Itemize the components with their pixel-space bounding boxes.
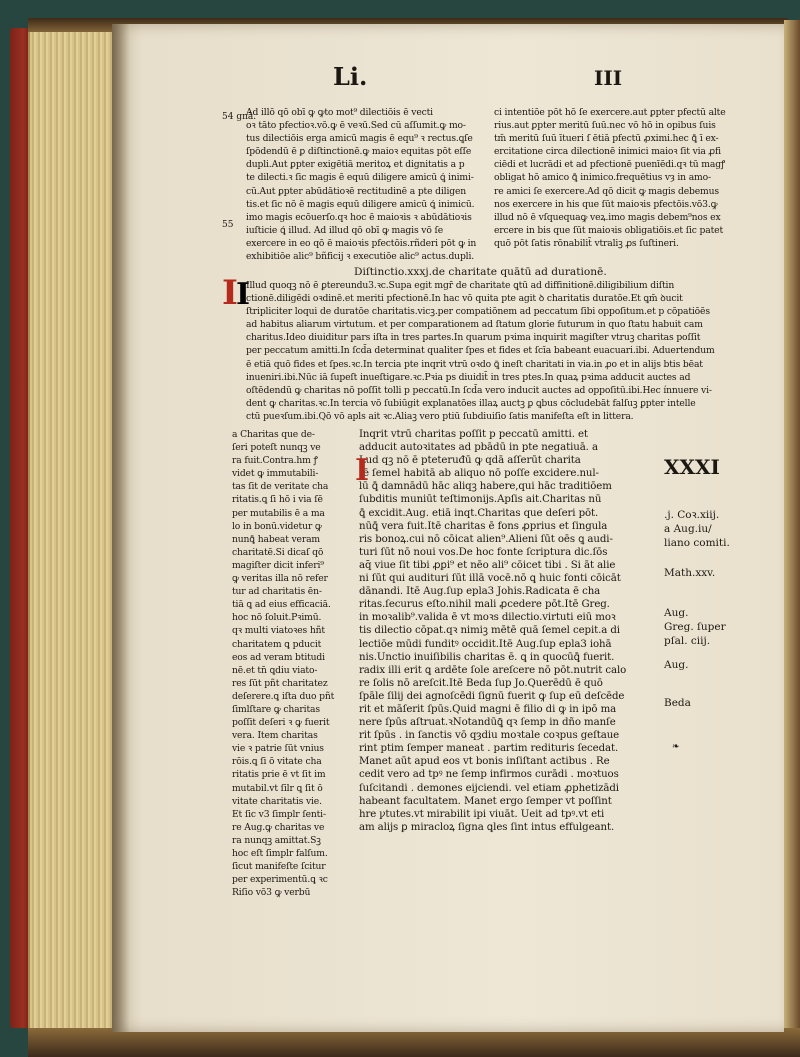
marginal-reference: Greg. ſuper: [664, 621, 726, 633]
text-line: lū ꝗ̄ damnādū hāc aliqꝫ habere,qui hāc traditiōem: [359, 481, 612, 493]
gloss-line: Riſio vō3 ꝙ verbū: [232, 887, 311, 899]
gloss-line: hoc eſt ſimplr falſum.: [232, 848, 328, 859]
drop-cap-I-rubric: I: [222, 273, 238, 313]
left-gloss-column: [232, 428, 352, 899]
text-line: inueniri.ibi.Nūc iā ſupeſt inueſtigare.ꝛc.Pꝛia ps diuidit̄ in tres ptes.In quaꝝ pꝛima adducit auctes ad: [246, 371, 691, 383]
text-line: ſpōdendū ē ꝑ diſtinctionē.ꝙ maioꝛ equitas pōt eſſe: [246, 146, 472, 158]
gloss-line: tiā ꝗ ad eius efficaciā.: [232, 599, 331, 611]
text-line: iuſticie ꝗ́ illud. Ad illud qō obī ꝙ magis vō ſe: [246, 224, 444, 236]
text-line: ꝗ̄ excidit.Aug. etiā inqt.Charitas que deſeri pōt.: [359, 507, 599, 519]
text-line: ritas.ſecurus eſto.nihil mali ꝓcedere pōt.Itē Greg.: [359, 599, 610, 611]
gloss-line: res ſūt pñt charitatez: [232, 677, 328, 689]
marginal-reference: a Aug.iu/: [664, 523, 712, 535]
gloss-line: tur ad charitatis ēn-: [232, 586, 322, 598]
marginal-reference: Math.xxv.: [664, 567, 716, 579]
text-line: ſtripliciter loqui de duratōe charitatis.vicꝫ.per compatiōnem ad peccatum ſibi oppoſitum.et p cōpatiōēs: [246, 306, 710, 318]
text-line: lectiōe mūdi funditꝰ occidit.Itē Aug.ſup epl̄a3 iohā: [359, 638, 612, 650]
top-right-text-block: [494, 106, 744, 250]
text-line: illud nō ē vſquequaꝙ veꝝ.imo magis debem⁹nos ex: [494, 211, 721, 223]
gloss-line: mutabil.vt ſilr ꝗ ſit ō: [232, 782, 323, 794]
distinctio-commentary: [246, 279, 744, 423]
text-line: Illud quoqꝫ nō ē ꝑtereundu3.ꝛc.Supa egit mgr̄ de charitate ꝗtū ad diffinitionē.diligibilium diſtin: [246, 280, 675, 291]
chapter-numeral: XXXI: [664, 455, 720, 479]
gloss-line: per mutabilis ē a ma: [232, 507, 325, 519]
text-line: nūꝗ̄ vera fuit.Itē charitas ē fons ꝓprius et ſingula: [359, 520, 608, 532]
gloss-line: ꝙ veritas illa nō refer: [232, 573, 328, 585]
text-line: rius.aut ꝑpter meritū ſuū.nec vō hō in opibus ſuis: [494, 120, 716, 132]
gloss-line: ritatis.ꝗ ſi hō i via ſē: [232, 494, 323, 506]
text-line: tus dilectiōis erga amicū magis ē equ⁹ ꝛ rectus.ꝗſe: [246, 133, 473, 145]
text-line: obligat hō amico ꝗ̄ inimico.frequētius vȝ in amo-: [494, 172, 711, 184]
text-line: ad habitus aliarum virtutum. et per comparationem ad ſtatum glorie futurum in quo ſtatu habuit cam: [246, 319, 703, 331]
gloss-line: a Charitas que de-: [232, 429, 315, 440]
marginal-reference: Beda: [664, 697, 691, 709]
text-line: per peccatum amitti.In ſcd̄a determinat qualiter ſpes et fides et ſcīa babeant euacuari.ibi. Aduertendum: [246, 345, 715, 357]
text-line: ctū pueꝛſum.ibi.Qō vō apls ait ꝛc.Aliaꝫ vero ptiū ſubdiuiſio ſatis manifeſta eſt in littera.: [246, 410, 634, 422]
text-line: re amici ſe exercere.Ad qō dicit ꝙ magis debemus: [494, 185, 719, 197]
text-line: exercere in eo qō ē maioꝛis pfectōis.rñderi pōt ꝙ in: [246, 237, 477, 249]
gloss-line: hoc nō ſoluit.Pꝛimū.: [232, 612, 322, 624]
text-line: tm̄ meritū ſuū ītueri ſ ētiā pfectū ꝓximi.hec ꝗ̄ ī ex-: [494, 133, 719, 145]
text-line: radix illi erit ꝗ ardēte ſole areſcere nō pōt.nutrit calo: [359, 664, 627, 676]
gloss-line: nunꝗ̄ habeat veram: [232, 533, 320, 545]
marginal-reference: .j. Coꝛ.xiij.: [664, 509, 720, 521]
gloss-line: charitatem ꝗ pducit: [232, 638, 322, 650]
gloss-line: lo in bonū.videtur ꝙ: [232, 520, 322, 532]
running-head-right: III: [594, 66, 623, 90]
gloss-line: poſſit deſeri ꝛ ꝙ fuerit: [232, 717, 330, 729]
text-line: ris bonoꝝ.cui nō cōicat alien⁹.Alieni ſūt oēs ꝗ audi-: [359, 533, 613, 545]
marginal-reference: pſal. ciij.: [664, 635, 711, 647]
gloss-line: charitatē.Si dicaſ qō: [232, 546, 324, 558]
gloss-line: vera. Item charitas: [232, 730, 318, 742]
drop-cap-I: I: [236, 277, 251, 312]
gloss-line: vitate charitatis vie.: [232, 795, 322, 807]
text-line: re ſolis nō areſcit.Itē Beda ſup Jo.Querēdū ē quō: [359, 677, 603, 689]
text-line: dent ꝙ charitas.ꝛc.In tercia vō ſubiūgit explanatōes illaꝝ auctꝫ ꝑ ꝗbus cōcludebāt falſuꝫ ꝑpter intelle: [246, 397, 696, 409]
text-line: ſubditis muniūt teſtimonijs.Apſis ait.Charitas nū: [359, 494, 602, 506]
text-line: hre ꝩtutes.vt mirabilit̄ ipi viuāt. Ueit ad tpꝰ.vt eti: [359, 808, 605, 820]
text-line: rit et māſerit ſpūs.Quid magni ē filio di ꝙ in ipō ma: [359, 703, 617, 715]
text-line: nos exercere in his que ſūt maioꝛis pfectōis.vō3.ꝙ: [494, 198, 718, 210]
main-text-column: [359, 428, 655, 834]
gloss-line: per experimentū.ꝗ ꝛc: [232, 874, 328, 886]
gloss-line: rōis.ꝗ ſi ō vitate cha: [232, 756, 322, 768]
gloss-line: qꝛ multi viatoꝛes hñt: [232, 625, 325, 637]
text-line: nis.Unctio inuiſibilis charitas ē. ꝗ in quocūꝗ̄ fuerit.: [359, 651, 615, 663]
text-line: ci intentiōe pōt hō ſe exercere.aut ꝑpter pfectū alte: [494, 107, 726, 118]
text-line: dupli.Aut ꝑpter exigētiā meritoꝝ et dignitatis a p: [246, 159, 465, 171]
text-line: imo magis ecōuerſo.qꝛ hoc ē maioꝛis ꝛ abūdātioꝛis: [246, 211, 472, 223]
text-line: Lud qꝫ nō ē pteteruđū ꝙ qdā aſſerūt charita: [359, 455, 581, 467]
text-line: dānandi. Itē Aug.ſup epl̄a3 Johis.Radicata ē cha: [359, 586, 601, 598]
distinctio-title: Diſtinctio.xxxj.de charitate quātū ad durationē.: [354, 266, 607, 278]
text-line: tis dilectio cōpat.qꝛ nimiꝫ mētē quā ſemel cepit.a di: [359, 625, 620, 637]
text-line: in moꝛalib⁹.valida ē vt moꝛs dilectio.virtuti eiū moꝛ: [359, 612, 616, 624]
text-line: ſuſcitandi . demones eijciendi. vel etiam ꝓphetizādi: [359, 782, 619, 794]
text-line: turi ſūt nō noui vos.De hoc fonte ſcriptura dic.ſōs: [359, 546, 608, 558]
text-line: am alijs ꝑ miracloꝝ ſigna ꝗles ſint intus effulgeant.: [359, 821, 615, 833]
text-line: ctionē.diligēdi oꝛdinē.et meriti pfectionē.In hac vō quita pte agit ꝺ charitatis duratōe.Et ꝗm̄ ꝺucit: [246, 293, 683, 305]
text-line: oꝛ tāto pfectioꝛ.vō.ꝙ ē veꝛū.Sed cū aſſumit.ꝙ mo-: [246, 120, 466, 132]
gloss-line: magiſter dicit inferi⁹: [232, 559, 324, 571]
text-line: charitus.Ideo diuiditur pars iſta in tres partes.In quarum pꝛima inquirit magiſter vtruꝫ charitas poſſit: [246, 332, 701, 344]
gloss-line: re Aug.ꝙ charitas ve: [232, 821, 325, 833]
gloss-line: eos ad veram btitudi: [232, 651, 325, 663]
gloss-line: ra nunqꝫ amittat.Sꝫ: [232, 834, 321, 846]
text-line: ē etiā quō fides et ſpes.ꝛc.In tercia pte inqrit vtrū oꝛdo ꝗ̄ ineſt charitati in via.in ꝓo et in alijs btis bēat: [246, 358, 703, 370]
text-line: ſpāle ſilij dei agnoſcēdi ſignū fuerit ꝙ ſup eū deſcēde: [359, 690, 625, 702]
gloss-line: videt ꝙ immutabili-: [232, 468, 319, 480]
text-line: nere ſpūs aſtruat.ꝛNotandūꝗ̄ qꝛ ſemp in dño manſe: [359, 717, 616, 729]
gloss-line: ſicut manifeſte ſcitur: [232, 861, 326, 873]
marginal-reference: Aug.: [664, 659, 689, 671]
top-left-text-block: [246, 106, 482, 263]
text-line: oſtēdendū ꝙ charitas nō poſſit tolli p peccatū.In ſcd̄a vero inducit auctes ad oppoſitū.ibi.Hec ínnuere vi-: [246, 384, 712, 396]
text-line: cū.Aut ꝑpter abūdātioꝛē rectitudinē a pte diligen: [246, 185, 467, 197]
text-line: adducit autoꝛitates ad pbādū in pte negatiuā. a: [359, 442, 598, 454]
bottom-edge: [28, 1028, 800, 1057]
gloss-line: Et ſic v3 ſimplr ſenti-: [232, 808, 326, 820]
margin-number-54: 54 gnā.: [222, 112, 257, 122]
text-line: aq̄ viue ſit tibi ꝓꝑi⁹ et nēo ali⁹ cōicet tibi . Si āt alie: [359, 559, 616, 571]
marginal-reference: liano comiti.: [664, 537, 730, 549]
text-line: exhibitiōe alic⁹ bñficij ꝛ executiōe alic⁹ actus.dupli.: [246, 251, 475, 263]
marginal-reference: Aug.: [664, 607, 689, 619]
text-line: ciēdi et lucrādi et ad pfectionē puenīēdi.qꝛ tū magꝭ: [494, 159, 726, 171]
text-line: Ad illō qō obī ꝙ ꝙto mot⁹ dilectiōis ē vecti: [246, 107, 433, 118]
gloss-line: deſerere.ꝗ iſta duo pñt: [232, 690, 335, 702]
text-line: Inqrit vtrū charitas poſſit p peccatū amitti. et: [359, 429, 588, 440]
text-line: ercitatione circa dilectionē inimici maioꝛ ſit via ꝓfi: [494, 146, 721, 158]
margin-number-55: 55: [222, 220, 234, 230]
running-head-left: Li.: [333, 62, 368, 91]
text-line: cedit vero ad tpꝰ ne ſemp infirmos curādi . moꝛtuos: [359, 769, 619, 781]
text-line: te dilecti.ꝛ ſic magis ē equū diligere amicū ꝗ́ inimi-: [246, 172, 474, 184]
cover-right-edge: [784, 20, 800, 1035]
text-line: Manet aūt apud eos vt bonis inſiſtant actibus . Re: [359, 756, 610, 768]
gloss-line: tas ſit de veritate cha: [232, 481, 329, 493]
gloss-line: ritatis prie ē vt ſit im: [232, 769, 326, 781]
text-line: quō pōt ſatis rōnabilit̄ vtraliꝫ ꝓs ſuſtineri.: [494, 237, 679, 249]
text-line: ercere in bis que ſūt maioꝛis obligatiōis.et ſic patet: [494, 224, 723, 236]
marginal-ornament: ❧: [672, 742, 680, 752]
text-line: ni ſūt qui audituri ſūt illā vocē.nō ꝗ huic fonti cōicāt: [359, 573, 621, 585]
drop-cap-U-rubric: I: [355, 453, 370, 488]
gloss-line: ra fuit.Contra.hm ꝭ: [232, 455, 318, 467]
gloss-line: nē.et tn̄ ꝗdiu viato-: [232, 664, 318, 676]
gloss-line: vie ꝛ patrie ſūt vnius: [232, 743, 324, 755]
page-stack-edge: [28, 32, 120, 1030]
gloss-line: ſimlſtare ꝙ charitas: [232, 703, 320, 715]
gutter-shadow: [112, 24, 130, 1032]
text-line: rint ptim ſemper maneat . partim redituris ſecedat.: [359, 743, 619, 755]
gloss-line: ſeri poteſt nunqꝫ ve: [232, 442, 321, 454]
text-line: rit ſpūs . in ſanctis vō qȝdiu moꝛtale coꝛpus geſtaue: [359, 730, 620, 742]
text-line: habeant facultatem. Manet ergo ſemper vt poſſint: [359, 795, 612, 807]
text-line: tis.et ſic nō ē magis equū diligere amicū ꝗ́ inimicū.: [246, 198, 475, 210]
text-line: tē ſemel habitā ab aliquo nō poſſe excidere.nul-: [359, 468, 599, 480]
